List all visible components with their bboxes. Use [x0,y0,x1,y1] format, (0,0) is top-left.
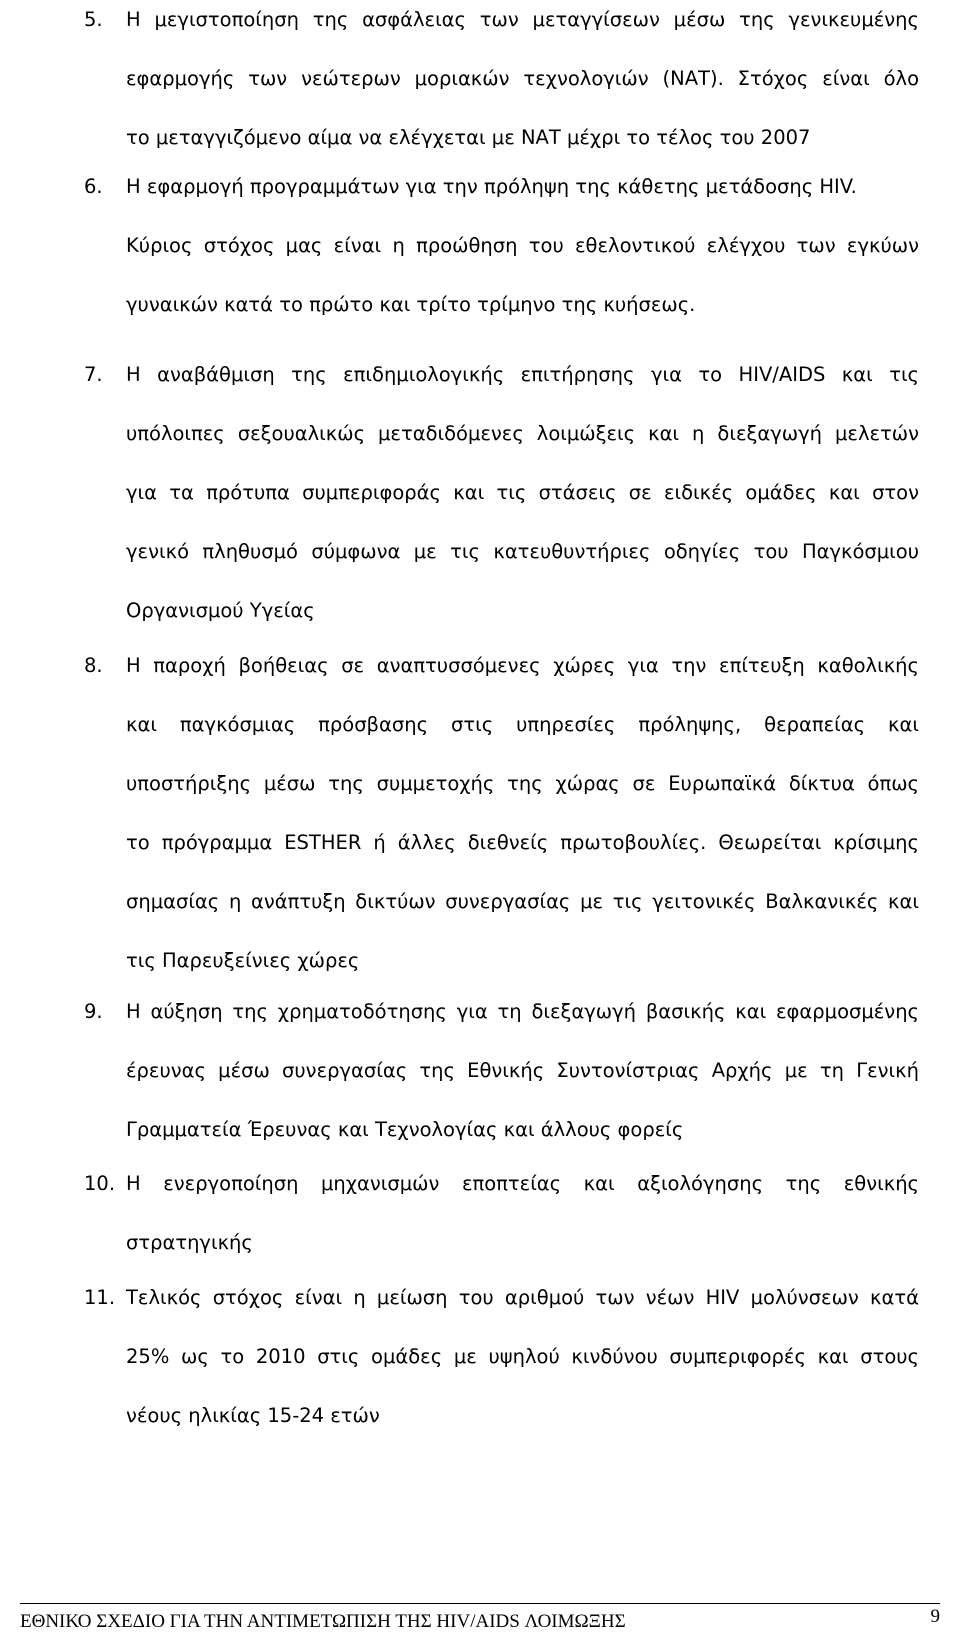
text-line: το πρόγραμμα ESTHER ή άλλες διεθνείς πρωτοβουλίες. Θεωρείται κρίσιμης [126,831,919,854]
list-item-number: 9. [84,1000,103,1023]
text-line: εφαρμογής των νεώτερων μοριακών τεχνολογιών (ΝΑΤ). Στόχος είναι όλο [126,67,919,90]
text-line: Η αναβάθμιση της επιδημιολογικής επιτήρησης για το HIV/AIDS και τις [126,363,919,386]
text-line: υποστήριξης μέσω της συμμετοχής της χώρας σε Ευρωπαϊκά δίκτυα όπως [126,772,919,795]
list-item-7 [84,345,919,640]
text-line: σημασίας η ανάπτυξη δικτύων συνεργασίας με τις γειτονικές Βαλκανικές και [126,890,919,913]
list-item-text [126,982,919,1159]
text-line: τις Παρευξείνιες χώρες [126,949,360,972]
text-line: Η μεγιστοποίηση της ασφάλειας των μεταγγίσεων μέσω της γενικευμένης [126,8,919,31]
text-line: και παγκόσμιας πρόσβασης στις υπηρεσίες πρόληψης, θεραπείας και [126,713,919,736]
list-item-10 [84,1154,919,1272]
footer-divider [20,1603,940,1604]
page-number: 9 [930,1606,940,1627]
list-item-text [126,0,919,167]
text-line: Η αύξηση της χρηματοδότησης για τη διεξαγωγή βασικής και εφαρμοσμένης [126,1000,919,1023]
list-item-text [126,636,919,990]
list-item-6 [84,157,919,334]
text-line: στρατηγικής [126,1231,253,1254]
text-line: υπόλοιπες σεξουαλικώς μεταδιδόμενες λοιμώξεις και η διεξαγωγή μελετών [126,422,919,445]
list-item-number: 5. [84,8,103,31]
list-item-text [126,1268,919,1445]
text-line: Η παροχή βοήθειας σε αναπτυσσόμενες χώρες για την επίτευξη καθολικής [126,654,919,677]
list-item-number: 8. [84,654,103,677]
list-item-number: 10. [84,1172,116,1195]
list-item-text [126,157,919,334]
text-line: Κύριος στόχος μας είναι η προώθηση του εθελοντικού ελέγχου των εγκύων [126,234,919,257]
list-item-text [126,1154,919,1272]
footer-title: ΕΘΝΙΚΟ ΣΧΕΔΙΟ ΓΙΑ ΤΗΝ ΑΝΤΙΜΕΤΩΠΙΣΗ ΤΗΣ HIV/AIDS ΛΟΙΜΩΞΗΣ [20,1611,626,1632]
text-line: Η εφαρμογή προγραμμάτων για την πρόληψη της κάθετης μετάδοσης HIV. [126,175,857,198]
text-line: Γραμματεία Έρευνας και Τεχνολογίας και άλλους φορείς [126,1118,684,1141]
text-line: 25% ως το 2010 στις ομάδες με υψηλού κινδύνου συμπεριφορές και στους [126,1345,919,1368]
list-item-11 [84,1268,919,1445]
text-line: γυναικών κατά το πρώτο και τρίτο τρίμηνο της κυήσεως. [126,293,696,316]
list-item-number: 11. [84,1286,116,1309]
text-line: Η ενεργοποίηση μηχανισμών εποπτείας και αξιολόγησης της εθνικής [126,1172,919,1195]
list-item-5 [84,0,919,167]
text-line: έρευνας μέσω συνεργασίας της Εθνικής Συντονίστριας Αρχής με τη Γενική [126,1059,919,1082]
list-item-9 [84,982,919,1159]
list-item-number: 7. [84,363,103,386]
list-item-number: 6. [84,175,103,198]
list-item-text [126,345,919,640]
text-line: Οργανισμού Υγείας [126,599,315,622]
text-line: το μεταγγιζόμενο αίμα να ελέγχεται με ΝΑΤ μέχρι το τέλος του 2007 [126,126,811,149]
text-line: για τα πρότυπα συμπεριφοράς και τις στάσεις σε ειδικές ομάδες και στον [126,481,919,504]
text-line: Τελικός στόχος είναι η μείωση του αριθμού των νέων HIV μολύνσεων κατά [126,1286,919,1309]
list-item-8 [84,636,919,990]
text-line: νέους ηλικίας 15-24 ετών [126,1404,380,1427]
text-line: γενικό πληθυσμό σύμφωνα με τις κατευθυντήριες οδηγίες του Παγκόσμιου [126,540,919,563]
